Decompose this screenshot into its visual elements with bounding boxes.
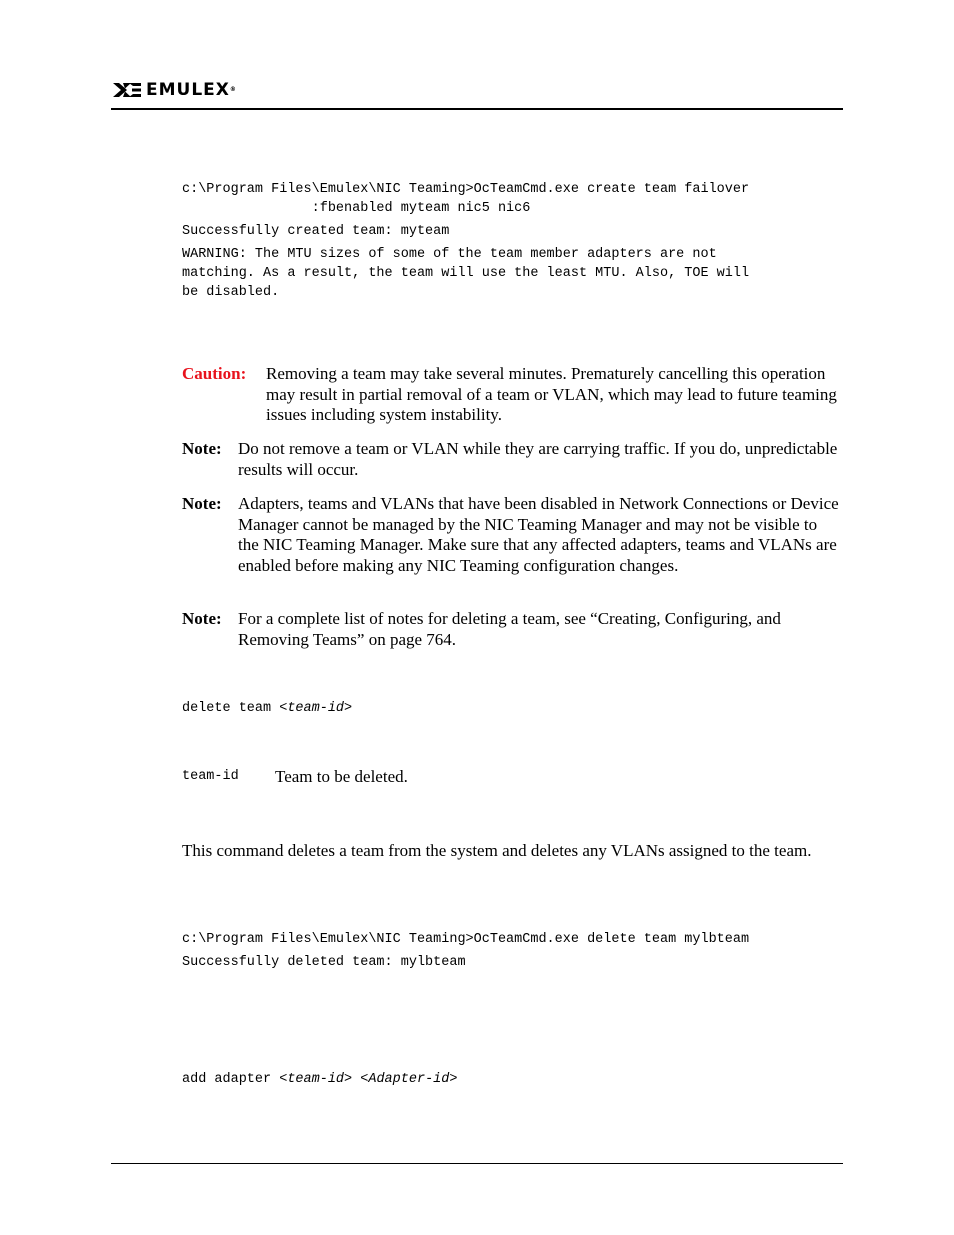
syntax-add-adapter: add adapter <team-id> <Adapter-id> (182, 1072, 458, 1087)
command-description: This command deletes a team from the system and deletes any VLANs assigned to the team. (182, 841, 812, 860)
note-label: Note: (182, 494, 222, 513)
note-block (182, 494, 844, 576)
note-block (182, 439, 844, 480)
example-cmd-line-1: c:\Program Files\Emulex\NIC Teaming>OcTeamCmd.exe create team failover (182, 182, 750, 197)
note-label: Note: (182, 439, 222, 458)
note-text: For a complete list of notes for deleting a team, see “Creating, Configuring, and Removing Teams” on page 764. (238, 609, 781, 649)
example-result: Successfully created team: myteam (182, 224, 450, 239)
example-warning-line-2: matching. As a result, the team will use the least MTU. Also, TOE will (182, 266, 750, 281)
param-name: team-id (182, 769, 239, 784)
example-warning-line-3: be disabled. (182, 285, 280, 300)
note-label: Note: (182, 609, 222, 628)
logo-text: EMULEX® (146, 80, 237, 100)
example-warning-line-1: WARNING: The MTU sizes of some of the team member adapters are not (182, 247, 717, 262)
param-description: Team to be deleted. (275, 767, 408, 786)
caution-label: Caution: (182, 364, 247, 383)
emulex-logo (112, 80, 237, 100)
header-rule (111, 108, 843, 110)
caution-text: Removing a team may take several minutes. Prematurely cancelling this operation may result in partial removal of a team or VLAN, which may lead to future teaming issues including system instability. (266, 364, 837, 424)
example-cmd-line-2: :fbenabled myteam nic5 nic6 (182, 201, 531, 216)
example2-result: Successfully deleted team: mylbteam (182, 955, 466, 970)
emulex-mark-icon (112, 81, 142, 99)
example2-cmd-line: c:\Program Files\Emulex\NIC Teaming>OcTeamCmd.exe delete team mylbteam (182, 932, 750, 947)
caution-block (182, 364, 844, 426)
footer-rule (111, 1163, 843, 1164)
note-text: Adapters, teams and VLANs that have been disabled in Network Connections or Device Manager cannot be managed by the NIC Teaming Manager and may not be visible to the NIC Teaming Manager. Make sure that any affected adapters, teams and VLANs are enabled before making any NIC Teaming configuration changes. (238, 494, 839, 575)
note-block (182, 609, 844, 650)
note-text: Do not remove a team or VLAN while they are carrying traffic. If you do, unpredictable results will occur. (238, 439, 838, 479)
syntax-delete-team: delete team <team-id> (182, 701, 353, 716)
